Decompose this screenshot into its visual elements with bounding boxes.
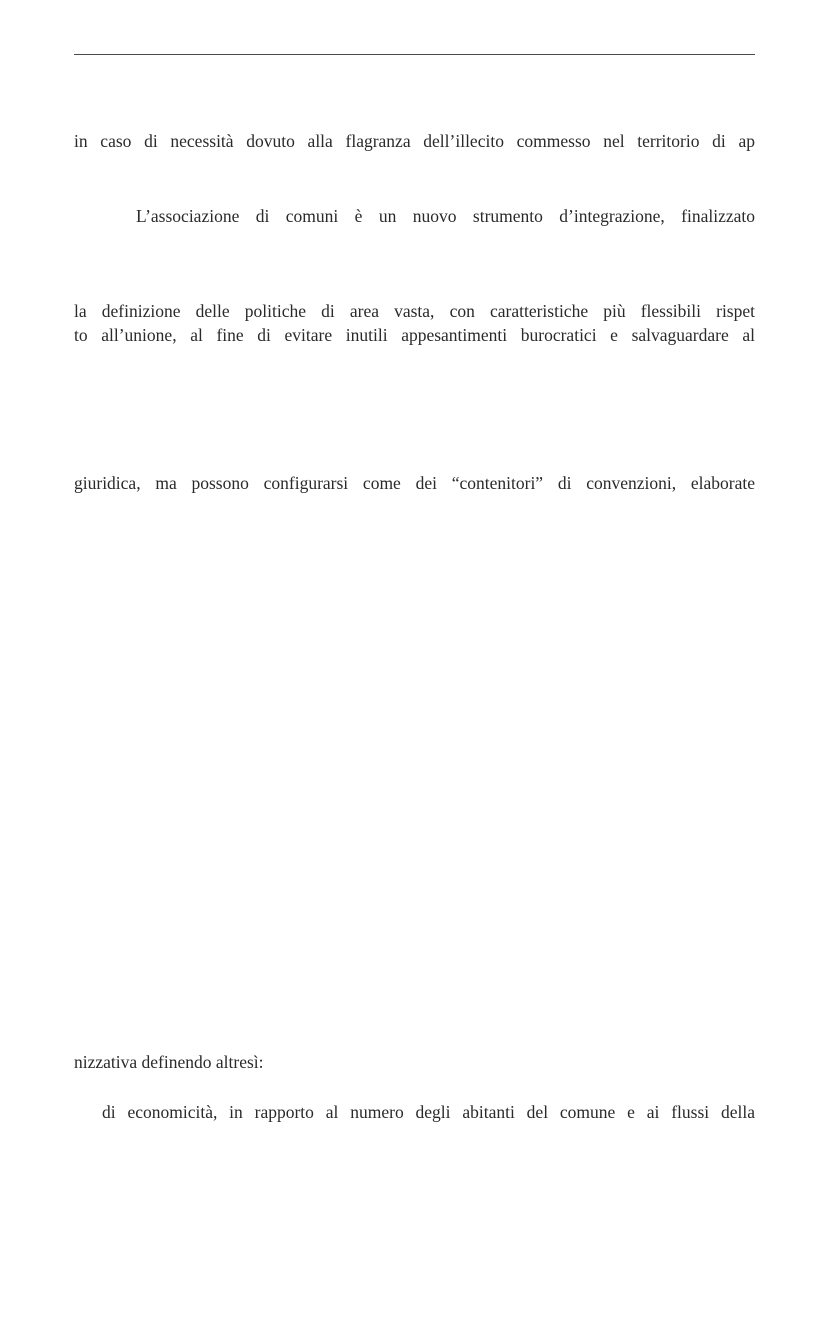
text-line-2: L’associazione di comuni è un nuovo strumento d’integrazione, finalizzato: [136, 206, 755, 226]
text-line-1: in caso di necessità dovuto alla flagranza dell’illecito commesso nel territorio di ap: [74, 131, 755, 151]
text-line-6: nizzativa definendo altresì:: [74, 1052, 264, 1072]
text-line-4: to all’unione, al fine di evitare inutili appesantimenti burocratici e salvaguardare al: [74, 325, 755, 345]
text-line-7: di economicità, in rapporto al numero degli abitanti del comune e ai flussi della: [102, 1102, 755, 1122]
header-rule: [74, 54, 755, 55]
text-line-3: la definizione delle politiche di area vasta, con caratteristiche più flessibili rispet: [74, 301, 755, 321]
text-line-5: giuridica, ma possono configurarsi come dei “contenitori” di convenzioni, elaborate: [74, 473, 755, 493]
